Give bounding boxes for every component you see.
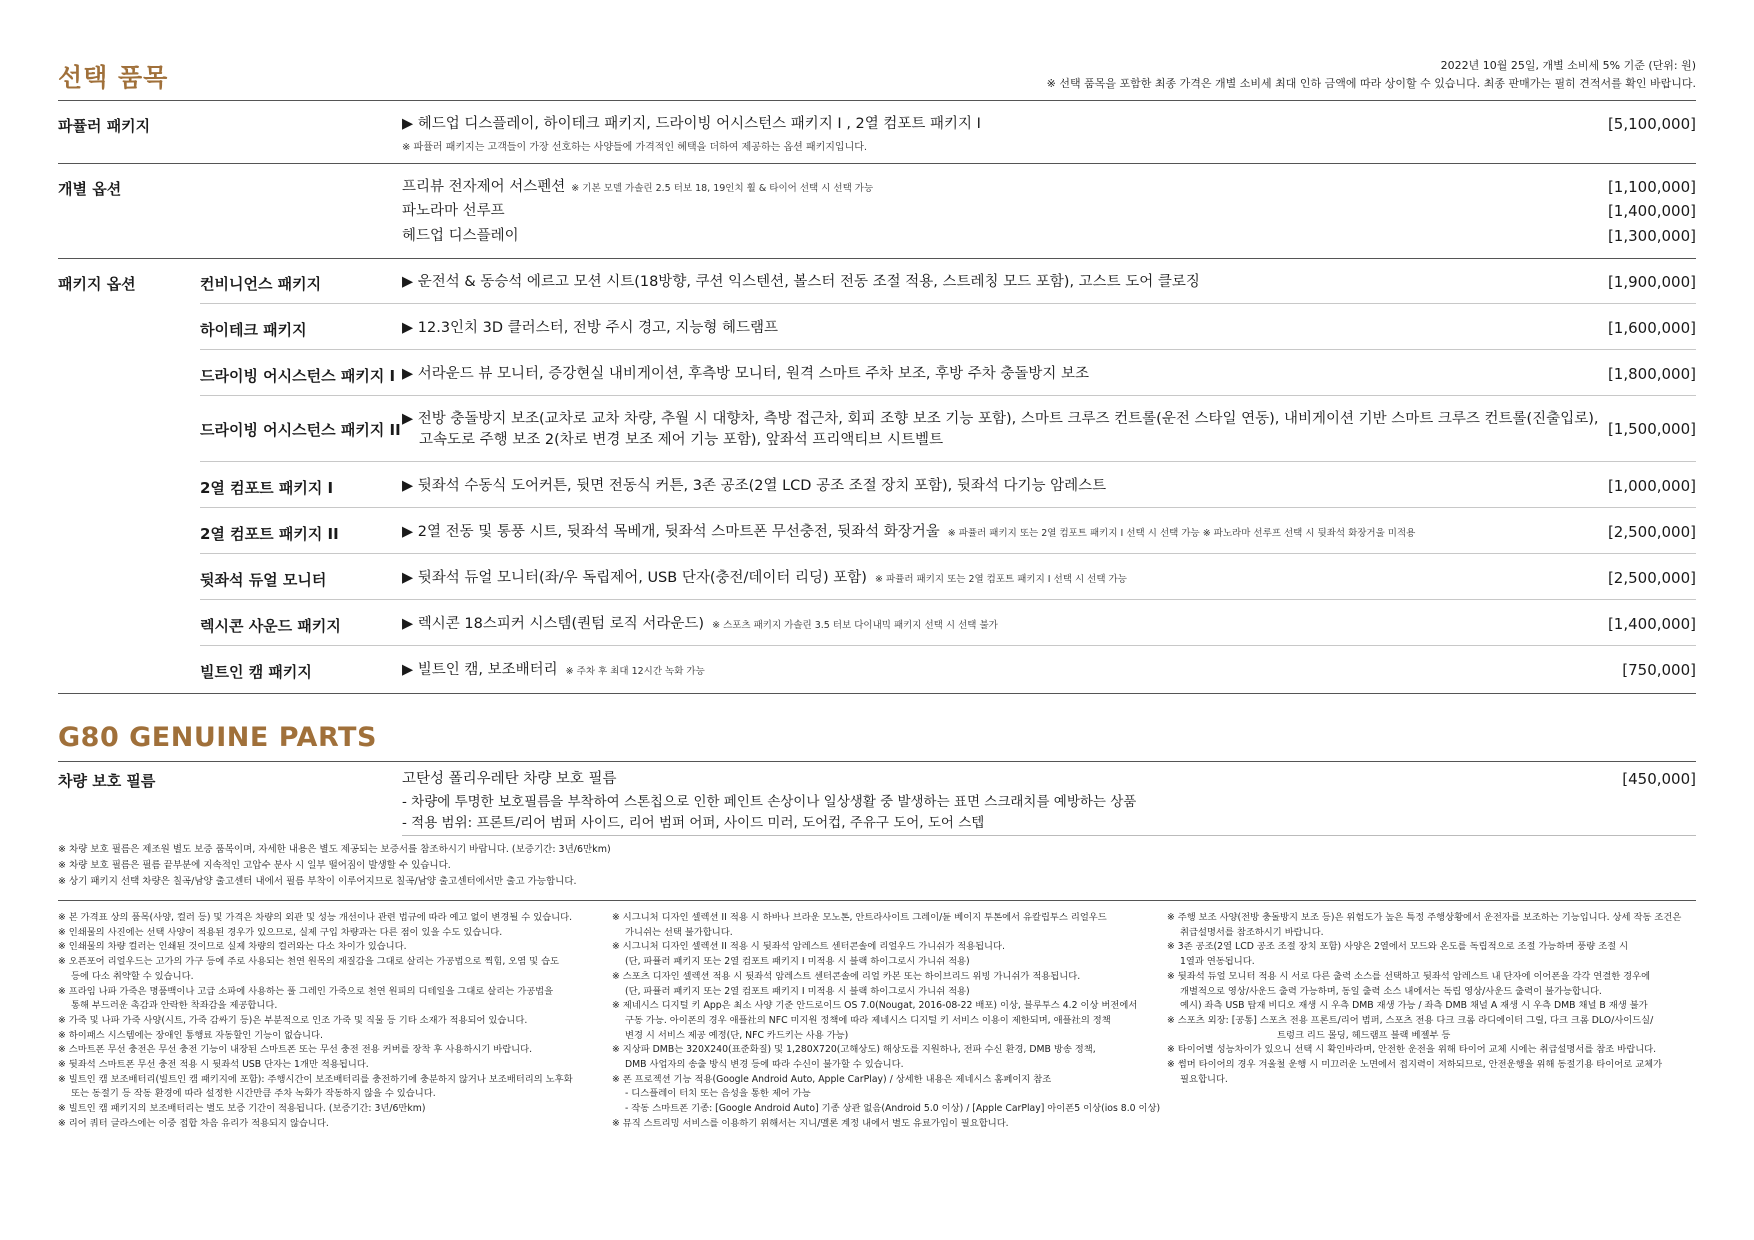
footnote-line: 구동 가능. 아이폰의 경우 애플社의 NFC 미지원 정책에 따라 제네시스 디지털 키 서비스 이용이 제한되며, 애플社의 정책	[625, 1014, 1111, 1026]
protection-film-desc-line: - 적용 범위: 프론트/리어 범퍼 사이드, 리어 범퍼 어퍼, 사이드 미러, 도어컵, 주유구 도어, 도어 스텝	[402, 815, 985, 831]
footnote-line: ※ 시그니처 디자인 셀렉션 II 적용 시 뒷좌석 암레스트 센터콘솔에 리얼우드 가니쉬가 적용됩니다.	[612, 941, 1005, 953]
package-name: 컨비니언스 패키지	[200, 275, 322, 293]
divider	[200, 395, 1696, 396]
footnote-line: ※ 뒷좌석 듀얼 모니터 적용 시 서로 다른 출력 소스를 선택하고 뒷좌석 암레스트 내 단자에 이어폰을 각각 연결한 경우에	[1167, 970, 1651, 982]
divider	[58, 900, 1696, 901]
package-name: 2열 컴포트 패키지 I	[200, 479, 334, 497]
package-desc-line: ▶ 전방 충돌방지 보조(교차로 교차 차량, 추월 시 대향차, 측방 접근차, 회피 조향 보조 기능 포함), 스마트 크루즈 컨트롤(운전 스타일 연동), 내비게이션 기반 스마트 크루즈 컨트롤(진출입로),	[402, 411, 1599, 427]
footnote-line: 트렁크 리드 몰딩, 헤드램프 블랙 베젤부 등	[1277, 1029, 1451, 1041]
divider	[58, 258, 1696, 259]
package-name: 하이테크 패키지	[200, 321, 307, 339]
package-price: [2,500,000]	[1607, 569, 1696, 587]
footnote-line: - 작동 스마트폰 기종: [Google Android Auto] 기종 상관 없음(Android 5.0 이상) / [Apple CarPlay] 아이폰5 이상(ios 8.0 이상)	[625, 1103, 1161, 1115]
individual-options-label: 개별 옵션	[58, 180, 122, 198]
divider	[200, 303, 1696, 304]
package-name: 2열 컴포트 패키지 II	[200, 525, 339, 543]
package-note: ※ 스포츠 패키지 가솔린 3.5 터보 다이내믹 패키지 선택 시 선택 불가	[712, 620, 998, 631]
footnote-line: ※ 인쇄물의 사진에는 선택 사양이 적용된 경우가 있으므로, 실제 구입 차량과는 다른 점이 있을 수도 있습니다.	[58, 926, 503, 938]
package-name: 뒷좌석 듀얼 모니터	[200, 571, 327, 589]
divider	[58, 163, 1696, 164]
package-desc: ▶ 12.3인치 3D 클러스터, 전방 주시 경고, 지능형 헤드램프	[402, 320, 779, 336]
package-name: 렉시콘 사운드 패키지	[200, 617, 341, 635]
package-price: [1,000,000]	[1607, 477, 1696, 495]
footnote-line: ※ 타이어별 성능차이가 있으니 선택 시 확인바라며, 안전한 운전을 위해 타이어 교체 시에는 취급설명서를 참조 바랍니다.	[1167, 1044, 1657, 1056]
package-price: [2,500,000]	[1607, 523, 1696, 541]
package-price: [1,500,000]	[1607, 420, 1696, 438]
protection-film-label: 차량 보호 필름	[58, 772, 156, 790]
package-desc-text: ▶ 빌트인 캠, 보조배터리	[402, 662, 558, 678]
option-name: 파노라마 선루프	[402, 203, 505, 219]
footnote-column-2	[612, 911, 1161, 1132]
package-name: 빌트인 캠 패키지	[200, 663, 312, 681]
header-meta	[1047, 57, 1696, 93]
divider	[200, 507, 1696, 508]
package-desc-text: ▶ 2열 전동 및 통풍 시트, 뒷좌석 목베개, 뒷좌석 스마트폰 무선충전, 뒷좌석 화장거울	[402, 524, 940, 540]
footnote-line: ※ 스포츠 외장: [공통] 스포츠 전용 프론트/리어 범퍼, 스포츠 전용 다크 크롬 라디에이터 그릴, 다크 크롬 DLO/사이드실/	[1167, 1014, 1654, 1026]
price-note-line: ※ 선택 품목을 포함한 최종 가격은 개별 소비세 최대 인하 금액에 따라 상이할 수 있습니다. 최종 판매가는 필히 견적서를 확인 바랍니다.	[1046, 77, 1696, 90]
footnote-line: (단, 파퓰러 패키지 또는 2열 컴포트 패키지 I 미적용 시 블랙 하이그로시 가니쉬 적용)	[625, 956, 970, 968]
footnote-line: ※ 빌트인 캠 보조배터리(빌트인 캠 패키지에 포함): 주행시간이 보조배터리를 충전하기에 충분하지 않거나 보조배터리의 노후화	[58, 1073, 573, 1085]
package-desc: ▶ 서라운드 뷰 모니터, 증강현실 내비게이션, 후측방 모니터, 원격 스마트 주차 보조, 후방 주차 충돌방지 보조	[402, 366, 1090, 382]
package-desc-text: ▶ 렉시콘 18스피커 시스템(퀀텀 로직 서라운드)	[402, 616, 705, 632]
footnote-line: 필요합니다.	[1180, 1073, 1228, 1085]
package-price: [1,600,000]	[1607, 319, 1696, 337]
divider	[200, 349, 1696, 350]
footnote-line: ※ 본 가격표 상의 품목(사양, 컬러 등) 및 가격은 차량의 외관 및 성능 개선이나 관련 법규에 따라 예고 없이 변경될 수 있습니다.	[58, 912, 573, 923]
footnote-line: ※ 주행 보조 사양(전방 충돌방지 보조 등)은 위험도가 높은 특정 주행상황에서 운전자를 보조하는 기능입니다. 상세 작동 조건은	[1167, 912, 1682, 923]
footnote-line: ※ 뮤직 스트리밍 서비스를 이용하기 위해서는 지니/멜론 계정 내에서 별도 유료가입이 필요합니다.	[612, 1117, 1009, 1129]
individual-option-row	[402, 177, 1572, 199]
option-price: [1,100,000]	[1607, 178, 1696, 196]
package-desc-text: ▶ 뒷좌석 듀얼 모니터(좌/우 독립제어, USB 단자(충전/데이터 리딩) 포함)	[402, 570, 867, 586]
divider	[200, 553, 1696, 554]
package-desc-line: 고속도로 주행 보조 2(차로 변경 보조 제어 기능 포함), 앞좌석 프리액티브 시트벨트	[419, 432, 944, 448]
footnote: ※ 차량 보호 필름은 필름 끝부분에 지속적인 고압수 분사 시 일부 떨어짐이 발생할 수 있습니다.	[58, 860, 451, 871]
package-desc	[402, 522, 1572, 544]
footnote-line: 등에 다소 취약할 수 있습니다.	[71, 970, 194, 982]
footnote-line: ※ 프라임 나파 가죽은 명품백이나 고급 소파에 사용하는 풀 그레인 가죽으로 천연 원피의 디테일을 그대로 살리는 가공법을	[58, 985, 554, 997]
footnote-line: 통해 부드러운 촉감과 안락한 착좌감을 제공합니다.	[71, 1000, 278, 1012]
footnote-line: ※ 지상파 DMB는 320X240(표준화질) 및 1,280X720(고해상도) 해상도를 지원하나, 전파 수신 환경, DMB 방송 정책,	[612, 1044, 1096, 1056]
popular-package-note: ※ 파퓰러 패키지는 고객들이 가장 선호하는 사양들에 가격적인 혜택을 더하여 제공하는 옵션 패키지입니다.	[402, 142, 868, 153]
date-line: 2022년 10월 25일, 개별 소비세 5% 기준 (단위: 원)	[1440, 59, 1696, 72]
footnote: ※ 차량 보호 필름은 제조원 별도 보증 품목이며, 자세한 내용은 별도 제공되는 보증서를 참조하시기 바랍니다. (보증기간: 3년/6만km)	[58, 844, 611, 855]
option-price: [1,300,000]	[1607, 227, 1696, 245]
footnote: ※ 상기 패키지 선택 차량은 칠곡/남양 출고센터 내에서 필름 부착이 이루어지므로 칠곡/남양 출고센터에서만 출고 가능합니다.	[58, 876, 577, 887]
footnote-line: ※ 시그니처 디자인 셀렉션 II 적용 시 하바나 브라운 모노톤, 안트라사이트 그레이/듄 베이지 투톤에서 유칼립투스 리얼우드	[612, 912, 1107, 923]
option-name: 프리뷰 전자제어 서스펜션	[402, 179, 566, 195]
footnote-column-1	[58, 911, 588, 1132]
protection-film-name: 고탄성 폴리우레탄 차량 보호 필름	[402, 771, 617, 787]
footnote-line: ※ 리어 쿼터 글라스에는 이중 접합 차음 유리가 적용되지 않습니다.	[58, 1117, 329, 1129]
individual-option-row	[402, 201, 1572, 222]
divider	[200, 599, 1696, 600]
footnote-line: DMB 사업자의 송출 방식 변경 등에 따라 수신이 불가할 수 있습니다.	[625, 1059, 904, 1071]
protection-film-price: [450,000]	[1622, 770, 1696, 788]
protection-film-desc	[402, 769, 1572, 834]
package-options-label: 패키지 옵션	[58, 275, 136, 293]
footnote-line: 1열과 연동됩니다.	[1180, 956, 1255, 968]
footnote-line: 가니쉬는 선택 불가합니다.	[625, 926, 733, 938]
footnote-line: 또는 동절기 등 작동 환경에 따라 설정한 시간만큼 주차 녹화가 작동하지 않을 수 있습니다.	[71, 1088, 436, 1100]
popular-package-label: 파퓰러 패키지	[58, 117, 151, 135]
footnote-line: (단, 파퓰러 패키지 또는 2열 컴포트 패키지 I 미적용 시 블랙 하이그로시 가니쉬 적용)	[625, 985, 970, 997]
package-note: ※ 파퓰러 패키지 또는 2열 컴포트 패키지 I 선택 시 선택 가능	[874, 574, 1127, 585]
genuine-parts-title: G80 GENUINE PARTS	[58, 722, 377, 753]
footnote-line: ※ 스포츠 디자인 셀렉션 적용 시 뒷좌석 암레스트 센터콘솔에 리얼 카본 또는 하이브리드 위빙 가니쉬가 적용됩니다.	[612, 970, 1081, 982]
footnote-line: ※ 가죽 및 나파 가죽 사양(시트, 가죽 감싸기 등)은 부분적으로 인조 가죽 및 직물 등 기타 소재가 적용되어 있습니다.	[58, 1014, 528, 1026]
divider	[58, 100, 1696, 101]
footnote-line: ※ 오픈포어 리얼우드는 고가의 가구 등에 주로 사용되는 천연 원목의 재질감을 그대로 살리는 가공법으로 찍힘, 오염 및 습도	[58, 956, 560, 968]
divider	[402, 835, 1696, 836]
footnote-line: ※ 썸머 타이어의 경우 겨울철 운행 시 미끄러운 노면에서 접지력이 저하되므로, 안전운행을 위해 동절기용 타이어로 교체가	[1167, 1059, 1663, 1071]
footnote-line: 개별적으로 영상/사운드 출력 가능하며, 동일 출력 소스 내에서는 독립 영상/사운드 출력이 불가능합니다.	[1180, 985, 1602, 997]
package-desc	[402, 660, 1572, 682]
package-name: 드라이빙 어시스턴스 패키지 II	[200, 421, 401, 439]
footnote-line: ※ 인쇄물의 차량 컬러는 인쇄된 것이므로 실제 차량의 컬러와는 다소 차이가 있습니다.	[58, 941, 407, 953]
option-note: ※ 기본 모델 가솔린 2.5 터보 18, 19인치 휠 & 타이어 선택 시 선택 가능	[571, 183, 874, 194]
footnote-line: ※ 스마트폰 무선 충전은 무선 충전 기능이 내장된 스마트폰 또는 무선 충전 전용 커버를 장착 후 사용하시기 바랍니다.	[58, 1044, 533, 1056]
package-price: [750,000]	[1622, 661, 1696, 679]
divider	[58, 693, 1696, 694]
package-desc	[402, 568, 1572, 590]
popular-package-desc: ▶ 헤드업 디스플레이, 하이테크 패키지, 드라이빙 어시스턴스 패키지 I , 2열 컴포트 패키지 I	[402, 116, 981, 132]
package-price: [1,900,000]	[1607, 273, 1696, 291]
package-desc: ▶ 운전석 & 동승석 에르고 모션 시트(18방향, 쿠션 익스텐션, 볼스터 전동 조절 적용, 스트레칭 모드 포함), 고스트 도어 클로징	[402, 274, 1200, 290]
footnote-line: ※ 폰 프로젝션 기능 적용(Google Android Auto, Apple CarPlay) / 상세한 내용은 제네시스 홈페이지 참조	[612, 1073, 1052, 1085]
footnote-line: 예시) 좌측 USB 탑재 비디오 재생 시 우측 DMB 재생 가능 / 좌측 DMB 채널 A 재생 시 우측 DMB 채널 B 재생 불가	[1180, 1000, 1648, 1012]
package-desc	[402, 614, 1572, 636]
divider	[200, 461, 1696, 462]
divider	[200, 645, 1696, 646]
package-price: [1,800,000]	[1607, 365, 1696, 383]
footnote-line: ※ 하이패스 시스템에는 장애인 통행료 자동할인 기능이 없습니다.	[58, 1029, 323, 1041]
footnote-line: ※ 3존 공조(2열 LCD 공조 조절 장치 포함) 사양은 2열에서 모드와 온도를 독립적으로 조절 가능하며 풍량 조절 시	[1167, 941, 1629, 953]
protection-film-desc-line: - 차량에 투명한 보호필름을 부착하여 스톤칩으로 인한 페인트 손상이나 일상생활 중 발생하는 표면 스크래치를 예방하는 상품	[402, 794, 1137, 810]
page-title: 선택 품목	[58, 63, 169, 92]
footnote-line: ※ 빌트인 캠 패키지의 보조배터리는 별도 보증 기간이 적용됩니다. (보증기간: 3년/6만km)	[58, 1103, 426, 1115]
divider	[58, 761, 1696, 762]
package-note: ※ 주차 후 최대 12시간 녹화 가능	[565, 666, 705, 677]
footnote-line: - 디스플레이 터치 또는 음성을 통한 제어 가능	[625, 1088, 811, 1100]
option-name: 헤드업 디스플레이	[402, 228, 519, 244]
protection-film-notes	[58, 842, 611, 890]
footnote-line: ※ 뒷좌석 스마트폰 무선 충전 적용 시 뒷좌석 USB 단자는 1개만 적용됩니다.	[58, 1059, 369, 1071]
footnote-line: ※ 제네시스 디지털 키 App은 최소 사양 기준 안드로이드 OS 7.0(Nougat, 2016-08-22 배포) 이상, 블루투스 4.2 이상 버전에서	[612, 1000, 1138, 1012]
package-note: ※ 파퓰러 패키지 또는 2열 컴포트 패키지 I 선택 시 선택 가능 ※ 파노라마 선루프 선택 시 뒷좌석 화장거울 미적용	[947, 528, 1416, 539]
footnote-line: 취급설명서를 참조하시기 바랍니다.	[1180, 926, 1324, 938]
individual-option-row	[402, 226, 1572, 247]
popular-package-price: [5,100,000]	[1607, 115, 1696, 133]
package-name: 드라이빙 어시스턴스 패키지 I	[200, 367, 396, 385]
option-price: [1,400,000]	[1607, 202, 1696, 220]
footnote-column-3	[1167, 911, 1697, 1087]
package-desc	[402, 409, 1599, 451]
package-desc: ▶ 뒷좌석 수동식 도어커튼, 뒷면 전동식 커튼, 3존 공조(2열 LCD 공조 조절 장치 포함), 뒷좌석 다기능 암레스트	[402, 478, 1107, 494]
package-price: [1,400,000]	[1607, 615, 1696, 633]
footnote-line: 변경 시 서비스 제공 예정(단, NFC 카드키는 사용 가능)	[625, 1029, 849, 1041]
